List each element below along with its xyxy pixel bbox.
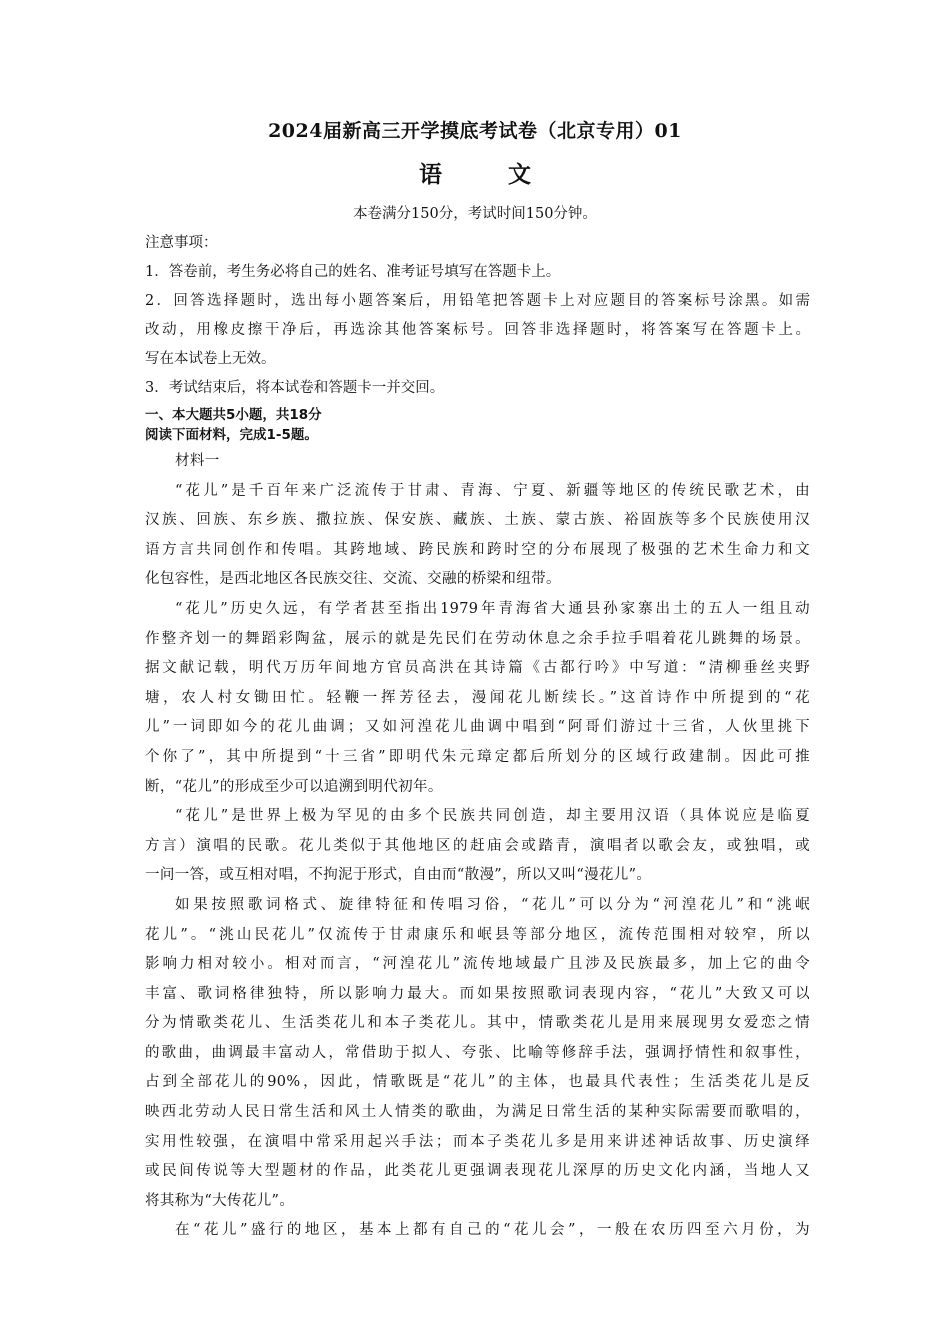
section-heading: 一、本大题共5小题，共18分 [145, 407, 322, 423]
passage-line: 将其称为“大传花儿”。 [145, 1192, 295, 1209]
notice-item-3: 3．考试结束后，将本试卷和答题卡一并交回。 [145, 380, 445, 396]
passage-line: 花儿”。“洮山民花儿”仅流传于甘肃康乐和岷县等部分地区，流传范围相对较窄，所以 [145, 926, 810, 943]
score-info: 本卷满分150分，考试时间150分钟。 [353, 206, 597, 222]
passage-line: 儿”一词即如今的花儿曲调；又如河湟花儿曲调中唱到“阿哥们游过十三省，人伙里挑下 [145, 719, 810, 736]
passage-line: 实用性较强，在演唱中常采用起兴手法；而本子类花儿多是用来讲述神话故事、历史演绎 [145, 1133, 810, 1150]
passage-line: 个你了”，其中所提到“十三省”即明代朱元璋定都后所划分的区域行政建制。因此可推 [145, 748, 810, 765]
passage-line: 据文献记载，明代万历年间地方官员高洪在其诗篇《古都行吟》中写道：“清柳垂丝夹野 [145, 660, 810, 677]
passage-line: 在“花儿”盛行的地区，基本上都有自己的“花儿会”，一般在农历四至六月份，为 [175, 1222, 810, 1239]
exam-content [145, 229, 810, 1246]
passage-line: 断，“花儿”的形成至少可以追溯到明代初年。 [145, 778, 443, 795]
notice-item-2: 2．回答选择题时，选出每小题答案后，用铅笔把答题卡上对应题目的答案标号涂黑。如需 [145, 293, 810, 309]
notice-item-2-cont: 改动，用橡皮擦干净后，再选涂其他答案标号。回答非选择题时，将答案写在答题卡上。 [145, 322, 810, 338]
passage-line: 或民间传说等大型题材的作品，此类花儿更强调表现花儿深厚的历史文化内涵，当地人又 [145, 1163, 810, 1180]
notice-heading: 注意事项： [145, 235, 218, 251]
passage-line: 的歌曲，曲调最丰富动人，常借助于拟人、夸张、比喻等修辞手法，强调抒情性和叙事性， [145, 1044, 810, 1061]
passage-line: “花儿”是世界上极为罕见的由多个民族共同创造，却主要用汉语（具体说应是临夏 [175, 808, 810, 825]
passage-line: 丰富、歌词格律独特，所以影响力最大。而如果按照歌词表现内容，“花儿”大致又可以 [145, 985, 810, 1002]
passage-line: 塘，农人村女锄田忙。轻鞭一挥芳径去，漫闻花儿断续长。”这首诗作中所提到的“花 [145, 689, 810, 706]
material-label: 材料一 [175, 453, 220, 469]
passage-line: “花儿”是千百年来广泛流传于甘肃、青海、宁夏、新疆等地区的传统民歌艺术，由 [175, 482, 810, 499]
passage-line: 占到全部花儿的90%，因此，情歌既是“花儿”的主体，也最具代表性；生活类花儿是反 [145, 1074, 810, 1091]
passage-line: 影响力相对较小。相对而言，“河湟花儿”流传地域最广且涉及民族最多，加上它的曲令 [145, 956, 810, 973]
passage-line: 分为情歌类花儿、生活类花儿和本子类花儿。其中，情歌类花儿是用来展现男女爱恋之情 [145, 1015, 810, 1032]
reading-passage [145, 447, 810, 1246]
section-instruction: 阅读下面材料，完成1-5题。 [145, 427, 318, 443]
passage-line: 语方言共同创作和传唱。其跨地域、跨民族和跨时空的分布展现了极强的艺术生命力和文 [145, 541, 810, 558]
notice-item-1: 1．答卷前，考生务必将自己的姓名、准考证号填写在答题卡上。 [145, 264, 561, 280]
passage-line: 化包容性，是西北地区各民族交往、交流、交融的桥梁和纽带。 [145, 571, 561, 588]
subject-title: 语文 [419, 161, 597, 188]
exam-title: 2024届新高三开学摸底考试卷（北京专用）01 [268, 120, 682, 142]
passage-line: 汉族、回族、东乡族、撒拉族、保安族、藏族、土族、蒙古族、裕固族等多个民族使用汉 [145, 512, 810, 529]
passage-line: 方言）演唱的民歌。花儿类似于其他地区的赶庙会或踏青，演唱者以歌会友，或独唱，或 [145, 837, 810, 854]
passage-line: 映西北劳动人民日常生活和风土人情类的歌曲，为满足日常生活的某种实际需要而歌唱的， [145, 1104, 810, 1121]
passage-line: 作整齐划一的舞蹈彩陶盆，展示的就是先民们在劳动休息之余手拉手唱着花儿跳舞的场景。 [145, 630, 810, 647]
passage-line: 一问一答，或互相对唱，不拘泥于形式，自由而“散漫”，所以又叫“漫花儿”。 [145, 867, 652, 884]
passage-line: 如果按照歌词格式、旋律特征和传唱习俗，“花儿”可以分为“河湟花儿”和“洮岷 [175, 896, 810, 913]
notice-item-2-end: 写在本试卷上无效。 [145, 351, 276, 367]
passage-line: “花儿”历史久远，有学者甚至指出1979年青海省大通县孙家寨出土的五人一组且动 [175, 600, 810, 617]
